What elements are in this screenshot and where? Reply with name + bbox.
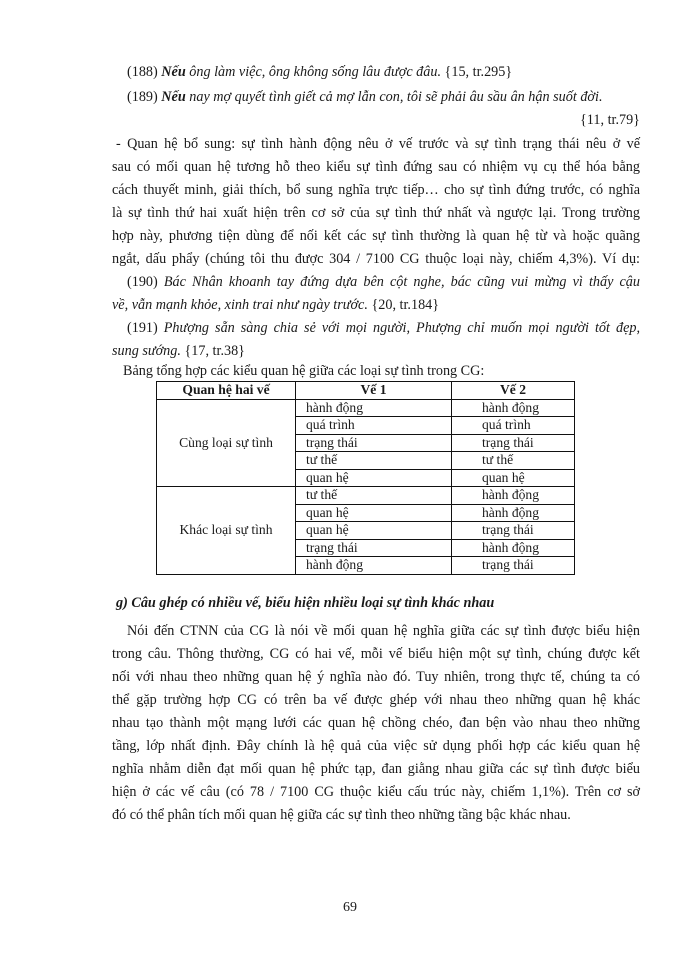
- table-row: [157, 399, 575, 417]
- paragraph-line: Nói đến CTNN của CG là nói về mối quan hệ nghĩa giữa các sự tình được biểu hiện: [127, 623, 640, 639]
- section-heading: g) Câu ghép có nhiều vế, biểu hiện nhiều loại sự tình khác nhau: [116, 595, 495, 611]
- example-number: (189): [127, 89, 162, 105]
- column-header: Vế 1: [296, 382, 452, 400]
- table-cell: hành động: [452, 487, 575, 505]
- paragraph-line: thể gặp trường hợp CG có trên ba vế được ghép với nhau theo những quan hệ khác: [112, 692, 640, 708]
- table-cell: quá trình: [296, 417, 452, 435]
- paragraph-line: ngắt, dấu phẩy (chúng tôi thu được 304 / 7100 CG thuộc loại này, chiếm 4,3%). Ví dụ:: [112, 251, 640, 267]
- paragraph-line: hợp này, phương tiện dùng để nối kết các sự tình thường là quan hệ từ và hoặc quãng: [112, 228, 640, 244]
- group-label: Cùng loại sự tình: [157, 399, 296, 487]
- paragraph-line: nghĩa nhằm diễn đạt mối quan hệ phức tạp, đan giằng nhau giữa các sự tình được biểu: [112, 761, 640, 777]
- example-number: (190): [127, 274, 164, 290]
- citation: {20, tr.184}: [367, 297, 440, 313]
- example-190-cont: [112, 295, 640, 315]
- table-cell: trạng thái: [452, 434, 575, 452]
- citation: {15, tr.295}: [441, 64, 513, 80]
- example-text: ông làm việc, ông không sống lâu được đâu.: [185, 64, 441, 80]
- example-text: về, vẫn mạnh khỏe, xinh trai như ngày trước.: [112, 297, 368, 313]
- table-cell: tư thế: [452, 452, 575, 470]
- keyword: Nếu: [161, 64, 186, 80]
- table-cell: quan hệ: [296, 504, 452, 522]
- paragraph-line: trong câu. Thông thường, CG có hai vế, mỗi vế biểu hiện một sự tình, chúng được kết: [112, 646, 640, 662]
- example-189: [127, 87, 640, 107]
- example-text: Bác Nhân khoanh tay đứng dựa bên cột nghe, bác cũng vui mừng vì thấy cậu: [163, 274, 640, 290]
- table-cell: hành động: [296, 399, 452, 417]
- relation-table: [156, 381, 575, 575]
- paragraph-line: tầng, lớp nhất định. Đây chính là hệ quả của việc sử dụng phối hợp các kiểu quan hệ: [112, 738, 640, 754]
- column-header: Vế 2: [452, 382, 575, 400]
- column-header: Quan hệ hai vế: [157, 382, 296, 400]
- table-cell: quá trình: [452, 417, 575, 435]
- paragraph-line: sau có mối quan hệ tương hỗ theo kiểu sự tình đứng sau có nhiệm vụ cụ thể hóa bằng: [112, 159, 640, 175]
- example-191-cont: [112, 341, 640, 361]
- table-cell: quan hệ: [296, 522, 452, 540]
- table-row: [157, 487, 575, 505]
- citation: {11, tr.79}: [580, 112, 640, 128]
- example-text: sung sướng.: [112, 343, 181, 359]
- paragraph-line: nối với nhau theo những quan hệ ý nghĩa nào đó. Tuy nhiên, trong thực tế, chúng ta có: [112, 669, 640, 685]
- paragraph-line: cách thuyết minh, giải thích, bổ sung nghĩa trực tiếp… cho sự tình đứng trước, có nghĩa: [112, 182, 640, 198]
- example-number: (191): [127, 320, 164, 336]
- table-cell: hành động: [452, 399, 575, 417]
- table-cell: quan hệ: [452, 469, 575, 487]
- table-caption: Bảng tổng hợp các kiểu quan hệ giữa các loại sự tình trong CG:: [123, 363, 485, 379]
- paragraph-line: hiện ở các vế câu (có 78 / 7100 CG thuộc kiểu cấu trúc này, chiếm 1,1%). Trên cơ sở: [112, 784, 640, 800]
- example-188: [127, 62, 640, 82]
- keyword: Nếu: [161, 89, 186, 105]
- page-number: 69: [343, 900, 357, 915]
- table-cell: hành động: [296, 557, 452, 575]
- paragraph-line: - Quan hệ bổ sung: sự tình hành động nêu ở vế trước và sự tình trạng thái nêu ở vế: [116, 136, 640, 152]
- paragraph-line: đó có thể phân tích mối quan hệ giữa các sự tình theo những tầng bậc khác nhau.: [112, 807, 571, 823]
- table-cell: trạng thái: [452, 522, 575, 540]
- example-number: (188): [127, 64, 162, 80]
- table-cell: tư thế: [296, 452, 452, 470]
- paragraph-line: nhau tạo thành một mạng lưới các quan hệ chồng chéo, đan bện vào nhau theo những: [112, 715, 640, 731]
- example-191: [127, 318, 640, 338]
- example-190: [127, 272, 640, 292]
- table-cell: tư thế: [296, 487, 452, 505]
- table-cell: trạng thái: [296, 434, 452, 452]
- paragraph-line: là sự tình thứ hai xuất hiện trên cơ sở của sự tình thứ nhất và ngược lại. Trong trường: [112, 205, 640, 221]
- table-cell: hành động: [452, 504, 575, 522]
- table-cell: hành động: [452, 539, 575, 557]
- table-cell: trạng thái: [452, 557, 575, 575]
- citation: {17, tr.38}: [180, 343, 245, 359]
- table-cell: quan hệ: [296, 469, 452, 487]
- table-header-row: [157, 382, 575, 400]
- example-text: nay mợ quyết tình giết cả mợ lẫn con, tôi sẽ phải âu sầu ân hận suốt đời.: [185, 89, 603, 105]
- group-label: Khác loại sự tình: [157, 487, 296, 575]
- table-cell: trạng thái: [296, 539, 452, 557]
- example-text: Phượng sẵn sàng chia sẻ với mọi người, Phượng chỉ muốn mọi người tốt đẹp,: [163, 320, 641, 336]
